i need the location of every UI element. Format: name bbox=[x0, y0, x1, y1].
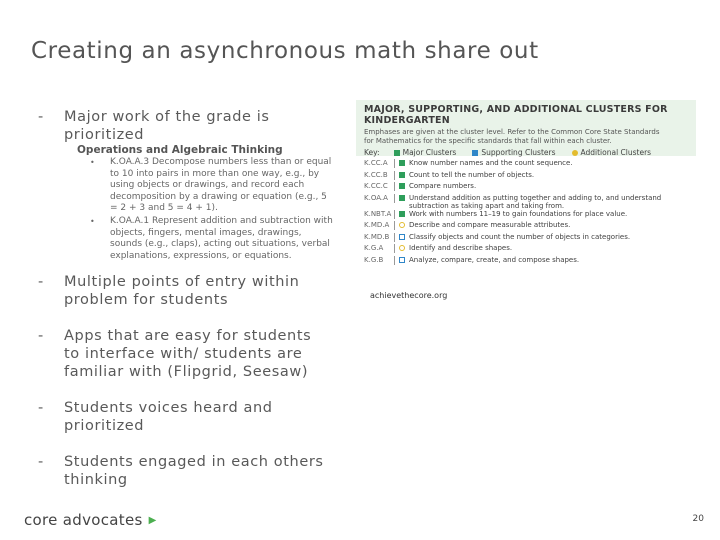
cluster-code: K.MD.A bbox=[364, 221, 390, 229]
cluster-type-icon bbox=[399, 245, 405, 251]
bullet-dash: - bbox=[38, 274, 44, 290]
bullet-dot: • bbox=[90, 216, 95, 226]
cluster-type-icon bbox=[399, 234, 405, 240]
bullet-entry-points bbox=[38, 273, 328, 309]
standard-text: K.OA.A.1 Represent addition and subtraction with objects, fingers, mental images, drawings, sounds (e.g., claps), acting out situations, verbal explanations, expressions, or equations. bbox=[110, 215, 333, 261]
cluster-description: Identify and describe shapes. bbox=[409, 244, 513, 252]
bullet-text: Students engaged in each others thinking bbox=[64, 454, 324, 488]
sub-heading: Operations and Algebraic Thinking bbox=[77, 144, 283, 156]
major-square-icon bbox=[394, 150, 400, 156]
standard-text: K.OA.A.3 Decompose numbers less than or equal to 10 into pairs in more than one way, e.g., by using objects or drawings, and record each decomposition by a drawing or equation (e.g., 5 = 2 + 3 and 5 = 4 + 1). bbox=[110, 157, 332, 214]
divider bbox=[394, 210, 395, 219]
divider bbox=[394, 159, 395, 168]
divider bbox=[394, 182, 395, 191]
slide-title: Creating an asynchronous math share out bbox=[31, 38, 539, 64]
key-supporting bbox=[472, 148, 555, 157]
clusters-header bbox=[356, 100, 696, 156]
source-credit: achievethecore.org bbox=[370, 291, 448, 300]
cluster-description: Compare numbers. bbox=[409, 182, 477, 190]
standard-item bbox=[90, 216, 335, 262]
supporting-square-icon bbox=[472, 150, 478, 156]
clusters-key bbox=[364, 148, 688, 157]
bullet-dash: - bbox=[38, 400, 44, 416]
divider bbox=[394, 194, 395, 203]
bullet-text: Major work of the grade is prioritized bbox=[64, 109, 270, 143]
bullet-engaged bbox=[38, 453, 328, 489]
cluster-row bbox=[364, 194, 688, 210]
bullet-voices bbox=[38, 399, 328, 435]
cluster-row bbox=[364, 221, 688, 233]
cluster-description: Understand addition as putting together and adding to, and understand subtraction as taking apart and taking from. bbox=[409, 193, 662, 210]
brand-logo bbox=[24, 511, 157, 529]
cluster-code: K.G.A bbox=[364, 244, 384, 252]
clusters-table bbox=[356, 156, 696, 267]
cluster-description: Count to tell the number of objects. bbox=[409, 170, 535, 179]
key-major-label: Major Clusters bbox=[402, 148, 457, 157]
cluster-code: K.CC.C bbox=[364, 182, 388, 190]
cluster-type-icon bbox=[399, 195, 405, 201]
key-label: Key: bbox=[364, 148, 380, 157]
cluster-code: K.CC.A bbox=[364, 159, 388, 167]
divider bbox=[394, 233, 395, 242]
cluster-row bbox=[364, 171, 688, 183]
bullet-text: Multiple points of entry within problem for students bbox=[64, 274, 300, 308]
page-number: 20 bbox=[692, 514, 704, 524]
cluster-code: K.G.B bbox=[364, 255, 384, 264]
cluster-row bbox=[364, 233, 688, 245]
cluster-type-icon bbox=[399, 257, 405, 263]
cluster-type-icon bbox=[399, 211, 405, 217]
cluster-row bbox=[364, 244, 688, 256]
standard-item bbox=[90, 157, 335, 215]
cluster-description: Work with numbers 11–19 to gain foundations for place value. bbox=[409, 209, 628, 218]
bullet-dash: - bbox=[38, 109, 44, 125]
bullet-dot: • bbox=[90, 158, 95, 167]
play-arrow-icon: ▶ bbox=[148, 514, 157, 526]
additional-circle-icon bbox=[572, 150, 578, 156]
cluster-code: K.OA.A bbox=[364, 193, 388, 202]
key-additional-label: Additional Clusters bbox=[580, 148, 652, 157]
cluster-type-icon bbox=[399, 160, 405, 166]
cluster-type-icon bbox=[399, 172, 405, 178]
bullet-dash: - bbox=[38, 454, 44, 470]
clusters-card bbox=[356, 100, 696, 278]
divider bbox=[394, 244, 395, 253]
cluster-type-icon bbox=[399, 222, 405, 228]
clusters-subtitle: Emphases are given at the cluster level. Refer to the Common Core State Standards for Mathematics for the specific standards that fall within each cluster. bbox=[364, 128, 660, 145]
cluster-type-icon bbox=[399, 183, 405, 189]
cluster-description: Classify objects and count the number of objects in categories. bbox=[409, 232, 631, 241]
cluster-row bbox=[364, 256, 688, 268]
divider bbox=[394, 256, 395, 265]
bullet-text: Apps that are easy for students to interface with/ students are familiar with (Flipgrid, Seesaw) bbox=[64, 328, 312, 380]
cluster-code: K.MD.B bbox=[364, 232, 390, 241]
bullet-apps bbox=[38, 327, 328, 381]
cluster-description: Analyze, compare, create, and compose shapes. bbox=[409, 255, 580, 264]
cluster-row bbox=[364, 159, 688, 171]
bullet-major-work bbox=[38, 108, 328, 144]
standards-list bbox=[90, 157, 335, 263]
key-additional bbox=[572, 148, 652, 157]
clusters-title: MAJOR, SUPPORTING, AND ADDITIONAL CLUSTERS FOR KINDERGARTEN bbox=[364, 104, 668, 126]
cluster-description: Describe and compare measurable attributes. bbox=[409, 221, 571, 229]
key-supporting-label: Supporting Clusters bbox=[481, 148, 556, 157]
divider bbox=[394, 221, 395, 230]
bullet-dash: - bbox=[38, 328, 44, 344]
brand-text: core advocates bbox=[24, 511, 143, 529]
cluster-code: K.CC.B bbox=[364, 170, 388, 179]
bullet-text: Students voices heard and prioritized bbox=[64, 400, 273, 434]
cluster-row bbox=[364, 182, 688, 194]
divider bbox=[394, 171, 395, 180]
cluster-description: Know number names and the count sequence. bbox=[409, 159, 573, 167]
cluster-row bbox=[364, 210, 688, 222]
cluster-code: K.NBT.A bbox=[364, 209, 392, 218]
key-major bbox=[394, 148, 457, 157]
